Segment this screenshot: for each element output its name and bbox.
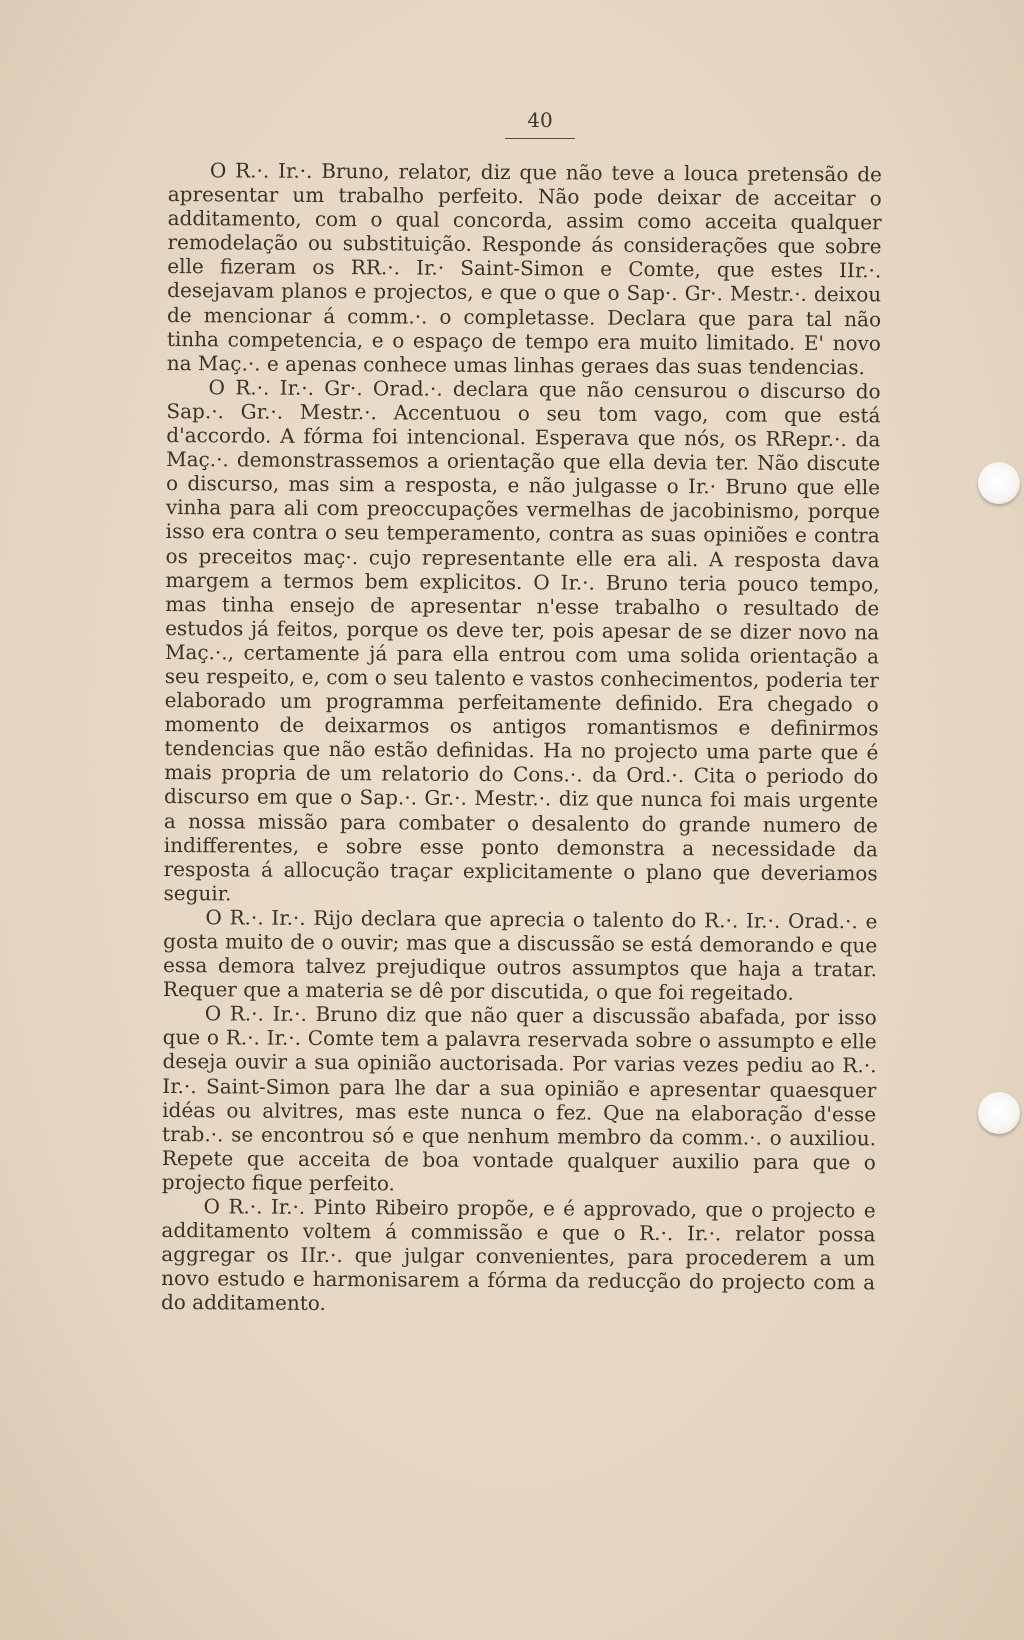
- paragraph-pinto-ribeiro: O R.·. Ir.·. Pinto Ribeiro propõe, e é approvado, que o projecto e additamento voltem á commissão e que o R.·. Ir.·. relator possa aggregar os IIr.·. que julgar convenientes, para procederem a um novo estudo e harmonisarem a fórma da reducção do projecto com a do additamento.: [160, 1194, 876, 1316]
- paragraph-orador: O R.·. Ir.·. Gr·. Orad.·. declara que não censurou o discurso do Sap.·. Gr.·. Mestr.·. Accentuou o seu tom vago, com que está d'accordo. A fórma foi intencional. Esperava que nós, os RRepr.·. da Maç.·. demonstrassemos a orientação que ella devia ter. Não discute o discurso, mas sim a resposta, e não julgasse o Ir.· Bruno que elle vinha para ali com preoccupações vermelhas de jacobinismo, porque isso era contra o seu temperamento, contra as suas opiniões e contra os preceitos maç·. cujo representante elle era ali. A resposta dava margem a termos bem explicitos. O Ir.·. Bruno teria pouco tempo, mas tinha ensejo de apresentar n'esse trabalho o resultado de estudos já feitos, porque os deve ter, pois apesar de se dizer novo na Maç.·., certamente já para ella entrou com uma solida orientação a seu respeito, e, com o seu talento e vastos conhecimentos, poderia ter elaborado um programma perfeitamente definido. Era chegado o momento de deixarmos os antigos romantismos e definirmos tendencias que não estão definidas. Ha no projecto uma parte que é mais propria de um relatorio do Cons.·. da Ord.·. Cita o periodo do discurso em que o Sap.·. Gr.·. Mestr.·. diz que nunca foi mais urgente a nossa missão para combater o desalento do grande numero de indifferentes, e sobre esse ponto demonstra a necessidade da resposta á allocução traçar explicitamente o plano que deveriamos seguir.: [163, 375, 881, 906]
- binding-hole-bottom: [978, 1092, 1020, 1134]
- paragraph-rijo: O R.·. Ir.·. Rijo declara que aprecia o talento do R.·. Ir.·. Orad.·. e gosta muito de o ouvir; mas que a discussão se está demorando e que essa demora talvez prejudique outros assumptos que haja a tratar. Requer que a materia se dê por discutida, o que foi regeitado.: [162, 905, 878, 1006]
- body-text: [161, 158, 882, 1319]
- page-number-rule: [505, 138, 575, 139]
- page-number: 40: [527, 108, 553, 132]
- paragraph-bruno-reply: O R.·. Ir.·. Bruno, relator, diz que não teve a louca pretensão de apresentar um trabalho perfeito. Não pode deixar de acceitar o additamento, com o qual concorda, assim como acceita qualquer remodelação ou substituição. Responde ás considerações que sobre elle fizeram os RR.·. Ir.· Saint-Simon e Comte, que estes IIr.·. desejavam planos e projectos, e que o que o Sap·. Gr·. Mestr.·. deixou de mencionar á comm.·. o completasse. Declara que para tal não tinha competencia, e o espaço de tempo era muito limitado. E' novo na Maç.·. e apenas conhece umas linhas geraes das suas tendencias.: [166, 158, 882, 380]
- binding-hole-top: [978, 462, 1020, 504]
- paragraph-bruno-second: O R.·. Ir.·. Bruno diz que não quer a discussão abafada, por isso que o R.·. Ir.·. Comte tem a palavra reservada sobre o assumpto e elle deseja ouvir a sua opinião auctorisada. Por varias vezes pediu ao R.·. Ir.·. Saint-Simon para lhe dar a sua opinião e apresentar quaesquer idéas ou alvitres, mas este nunca o fez. Que na elaboração d'esse trab.·. se encontrou só e que nenhum membro da comm.·. o auxiliou. Repete que acceita de boa vontade qualquer auxilio para que o projecto fique perfeito.: [161, 1001, 877, 1196]
